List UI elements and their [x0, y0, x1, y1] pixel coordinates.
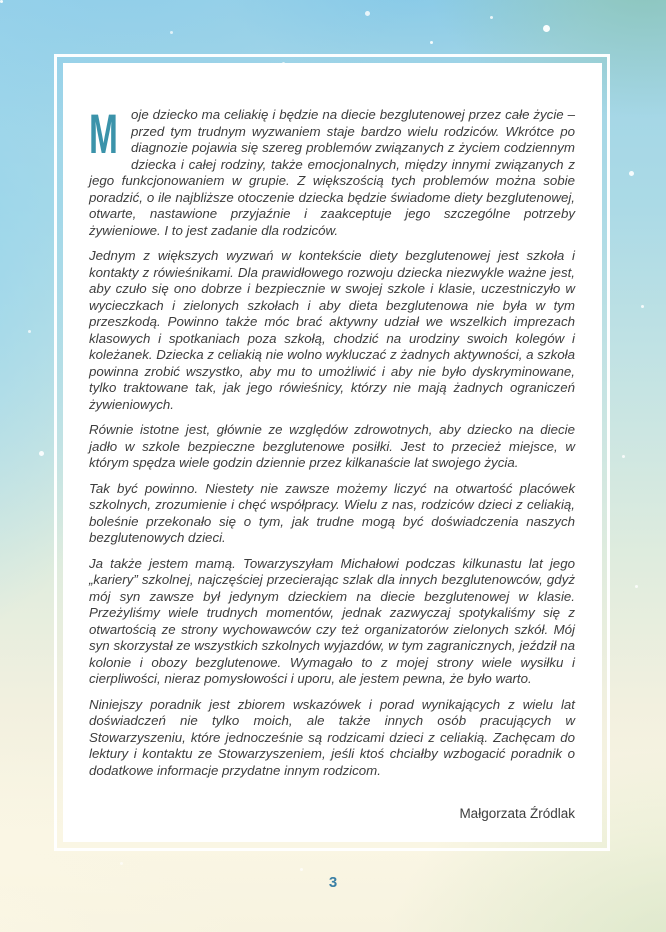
drop-cap-letter: M	[89, 102, 118, 165]
page-number: 3	[328, 874, 338, 891]
paragraph-openness: Tak być powinno. Niestety nie zawsze możemy liczyć na otwartość placówek szkolnych, zrozumienie i chęć współpracy. Wielu z nas, rodziców dzieci z celiakią, boleśnie przekonało się o tym, jak trudne mogą być doświadczenia naszych bezglutenowych dzieci.	[89, 480, 575, 545]
paragraph-personal-story: Ja także jestem mamą. Towarzyszyłam Michałowi podczas kilkunastu lat jego „kariery” szkolnej, najczęściej przecierając szlak dla innych bezglutenowców, gdyż mój syn zawsze był jedynym dzieckiem na diecie bezglutenowej w klasie. Przeżyliśmy wiele trudnych momentów, jednak zazwyczaj spotykaliśmy się z otwartością ze strony wychowawców czy też organizatorów zielonych szkół. Mój syn skorzystał ze wszystkich szkolnych wyjazdów, w tym zagranicznych, jeździł na kolonie i obozy bezglutenowe. Wymagało to z mojej strony wiele wysiłku i cierpliwości, nieraz pomysłowości i uporu, ale jestem pewna, że było warto.	[89, 555, 575, 686]
paragraph-guide-summary: Niniejszy poradnik jest zbiorem wskazówek i porad wynikających z wielu lat doświadczeń nie tylko moich, ale także innych osób pracujących w Stowarzyszeniu, które jednocześnie są rodzicami dzieci z celiakią. Zachęcam do lektury i kontaktu ze Stowarzyszeniem, jeśli ktoś chciałby wzbogacić poradnik o dodatkowe informacje przydatne innym rodzicom.	[89, 696, 575, 778]
page-body-text	[63, 63, 602, 842]
paragraph-intro	[89, 102, 575, 239]
drop-cap	[89, 102, 122, 165]
paragraph-school: Jednym z większych wyzwań w kontekście diety bezglutenowej jest szkoła i kontakty z rówieśnikami. Dla prawidłowego rozwoju dziecka niezwykle ważne jest, aby czuło się ono dobrze i bezpiecznie w swojej szkole i klasie, uczestniczyło w wycieczkach i zielonych szkołach i aby dieta bezglutenowa nie była w tym przeszkodą. Powinno także móc brać aktywny udział we wszelkich imprezach klasowych i spotkaniach poza szkołą, chodzić na urodziny swoich kolegów i koleżanek. Dziecka z celiakią nie wolno wykluczać z żadnych aktywności, a szkoła powinna zrobić wszystko, aby mu to umożliwić i aby nie było dyskryminowane, tylko traktowane tak, jak jego rówieśnicy, którzy nie mają żadnych ograniczeń żywieniowych.	[89, 248, 575, 412]
paragraph-meals: Równie istotne jest, głównie ze względów zdrowotnych, aby dziecko na diecie jadło w szkole bezpieczne bezglutenowe posiłki. Jest to przecież miejsce, w którym spędza wiele godzin dziennie przez kilkanaście lat swojego życia.	[89, 422, 575, 470]
watercolor-speckles	[0, 0, 3, 3]
author-signature: Małgorzata Źródlak	[459, 806, 575, 821]
paragraph-intro-text: oje dziecko ma celiakię i będzie na diecie bezglutenowej przez całe życie – przed tym trudnym wyzwaniem staje bardzo wielu rodziców. Wkrótce po diagnozie pojawia się szereg problemów związanych z życiem codziennym dziecka i całej rodziny, także emocjonalnych, między innymi związanych z jego funkcjonowaniem w grupie. Z większością tych problemów można sobie poradzić, o ile najbliższe otoczenie dziecka będzie świadome diety bezglutenowej, otwarte, nastawione przyjaźnie i zaakceptuje jego szczególne potrzeby żywieniowe. I to jest zadanie dla rodziców.	[89, 107, 575, 238]
